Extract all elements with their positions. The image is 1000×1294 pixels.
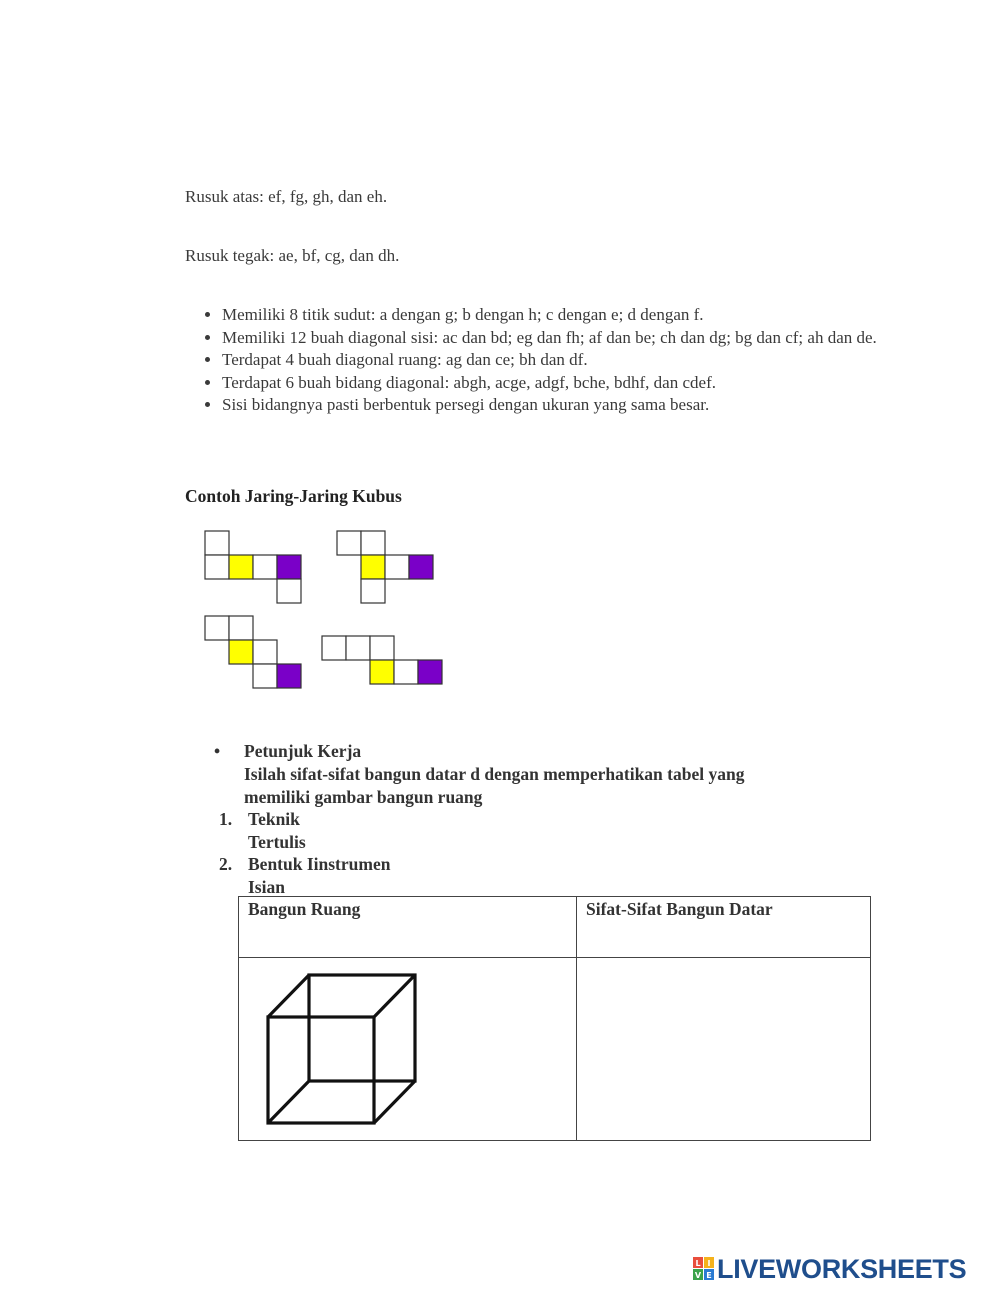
item-label: Bentuk Iinstrumen xyxy=(248,854,391,874)
item-value: Tertulis xyxy=(248,832,306,852)
net-3-square xyxy=(253,640,277,664)
net-section-heading: Contoh Jaring-Jaring Kubus xyxy=(185,486,402,506)
table-cell-cube-drawing xyxy=(239,958,577,1141)
table-header-sifat: Sifat-Sifat Bangun Datar xyxy=(577,897,871,958)
net-2-square xyxy=(385,555,409,579)
list-item: • Memiliki 8 titik sudut: a dengan g; b dengan h; c dengan e; d dengan f. xyxy=(222,304,882,327)
cube-drawing xyxy=(265,970,465,1140)
item-value: Isian xyxy=(248,877,285,897)
instruction-title: Petunjuk Kerja xyxy=(244,741,362,761)
net-3-square xyxy=(253,664,277,688)
liveworksheets-logo xyxy=(693,1255,966,1283)
instruction-bullet: • xyxy=(214,741,221,761)
net-4-square xyxy=(346,636,370,660)
liveworksheets-wordmark: LIVEWORKSHEETS xyxy=(717,1253,967,1284)
net-2-square xyxy=(361,531,385,555)
net-1-square xyxy=(229,555,253,579)
net-3-square xyxy=(229,616,253,640)
list-item: • Terdapat 6 buah bidang diagonal: abgh, acge, adgf, bche, bdhf, dan cdef. xyxy=(222,372,882,395)
net-2-square xyxy=(409,555,433,579)
item-number: 1. xyxy=(219,809,233,829)
list-item: • Memiliki 12 buah diagonal sisi: ac dan bd; eg dan fh; af dan be; ch dan dg; bg dan cf; ah dan de. xyxy=(222,327,882,350)
net-1-square xyxy=(253,555,277,579)
worksheet-table xyxy=(238,896,871,1141)
net-1-square xyxy=(277,555,301,579)
table-header-bangun-ruang: Bangun Ruang xyxy=(239,897,577,958)
item-label: Teknik xyxy=(248,809,300,829)
list-item: • Sisi bidangnya pasti berbentuk persegi dengan ukuran yang sama besar. xyxy=(222,394,882,417)
net-2-square xyxy=(337,531,361,555)
net-3-square xyxy=(229,640,253,664)
net-3-square xyxy=(277,664,301,688)
cube-properties-list xyxy=(185,304,882,417)
net-4-square xyxy=(370,660,394,684)
svg-text:I: I xyxy=(707,1259,711,1268)
item-number: 2. xyxy=(219,854,233,874)
liveworksheets-badge-icon xyxy=(693,1257,715,1281)
paragraph-rusuk-atas: Rusuk atas: ef, fg, gh, dan eh. xyxy=(185,187,388,206)
net-4-square xyxy=(370,636,394,660)
paragraph-rusuk-tegak: Rusuk tegak: ae, bf, cg, dan dh. xyxy=(185,246,400,265)
svg-text:V: V xyxy=(694,1271,702,1280)
instruction-text-line1: Isilah sifat-sifat bangun datar d dengan memperhatikan tabel yang xyxy=(244,764,745,784)
cube-nets-figure xyxy=(195,525,460,695)
net-1-square xyxy=(277,579,301,603)
svg-text:L: L xyxy=(695,1259,701,1268)
svg-text:E: E xyxy=(706,1271,712,1280)
net-1-square xyxy=(205,555,229,579)
net-4-square xyxy=(418,660,442,684)
net-1-square xyxy=(205,531,229,555)
instruction-text-line2: memiliki gambar bangun ruang xyxy=(244,787,483,807)
net-2-square xyxy=(361,579,385,603)
net-4-square xyxy=(394,660,418,684)
answer-cell[interactable] xyxy=(577,958,871,1141)
net-3-square xyxy=(205,616,229,640)
net-4-square xyxy=(322,636,346,660)
list-item: • Terdapat 4 buah diagonal ruang: ag dan ce; bh dan df. xyxy=(222,349,882,372)
net-2-square xyxy=(361,555,385,579)
